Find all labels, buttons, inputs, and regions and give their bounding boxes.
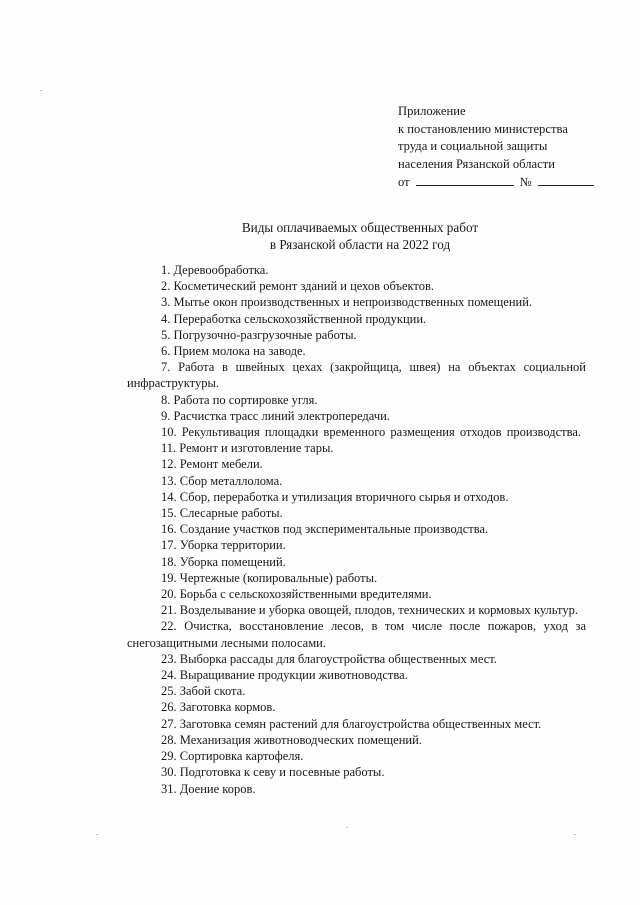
list-item: 31. Доение коров. [161,781,256,796]
appendix-line: труда и социальной защиты [398,139,548,154]
appendix-line: населения Рязанской области [398,156,555,171]
list-item: 18. Уборка помещений. [161,554,286,569]
title-line: в Рязанской области на 2022 год [269,237,451,252]
list-item: 29. Сортировка картофеля. [161,749,304,764]
list-item: 23. Выборка рассады для благоустройства общественных мест. [161,651,497,666]
list-item: 9. Расчистка трасс линий электропередачи. [161,408,390,423]
list-item: 11. Ремонт и изготовление тары. [161,441,334,456]
list-item: 24. Выращивание продукции животноводства. [161,668,408,683]
date-blank-field [416,173,514,186]
list-item: 25. Забой скота. [161,684,246,699]
list-item: 22. Очистка, восстановление лесов, в том числе после пожаров, уход за снегозащитными лесными полосами. [127,619,586,650]
document-title [120,219,600,253]
list-item: 4. Переработка сельскохозяйственной продукции. [161,311,427,326]
list-item: 1. Деревообработка. [161,263,269,277]
list-item: 3. Мытье окон производственных и непроизводственных помещений. [161,295,533,310]
appendix-line: Приложение [398,104,466,118]
date-label: от [398,175,410,190]
title-line: Виды оплачиваемых общественных работ [241,220,479,235]
appendix-line: к постановлению министерства [398,121,568,136]
list-item: 15. Слесарные работы. [161,506,283,521]
list-item: 17. Уборка территории. [161,538,286,553]
scan-speck [96,834,98,835]
date-number-line [398,173,598,192]
number-blank-field [538,173,594,186]
list-item: 16. Создание участков под экспериментальные производства. [161,522,489,537]
list-item: 5. Погрузочно-разгрузочные работы. [161,327,357,342]
list-item: 8. Работа по сортировке угля. [161,392,318,407]
list-item: 19. Чертежные (копировальные) работы. [161,570,378,585]
list-item: 20. Борьба с сельскохозяйственными вредителями. [161,587,432,602]
list-item: 13. Сбор металлолома. [161,473,283,488]
list-item: 21. Возделывание и уборка овощей, плодов, технических и кормовых культур. [161,603,578,618]
list-item: 2. Косметический ремонт зданий и цехов объектов. [161,279,434,294]
list-item: 14. Сбор, переработка и утилизация вторичного сырья и отходов. [161,489,509,504]
list-item: 26. Заготовка кормов. [161,700,276,715]
list-item: 6. Прием молока на заводе. [161,344,306,359]
list-item: 12. Ремонт мебели. [161,457,263,472]
list-item: 30. Подготовка к севу и посевные работы. [161,765,385,780]
number-label: № [519,175,532,190]
list-item: 7. Работа в швейных цехах (закройщица, швея) на объектах социальной инфраструктуры. [127,360,586,391]
list-item: 10. Рекультивация площадки временного размещения отходов производства. [161,425,582,440]
work-types-list [127,262,586,797]
list-item: 28. Механизация животноводческих помещений. [161,732,422,747]
appendix-header [398,103,598,192]
scan-speck [574,834,576,835]
scan-speck [40,90,42,91]
list-item: 27. Заготовка семян растений для благоустройства общественных мест. [161,716,542,731]
scan-speck [346,827,348,828]
